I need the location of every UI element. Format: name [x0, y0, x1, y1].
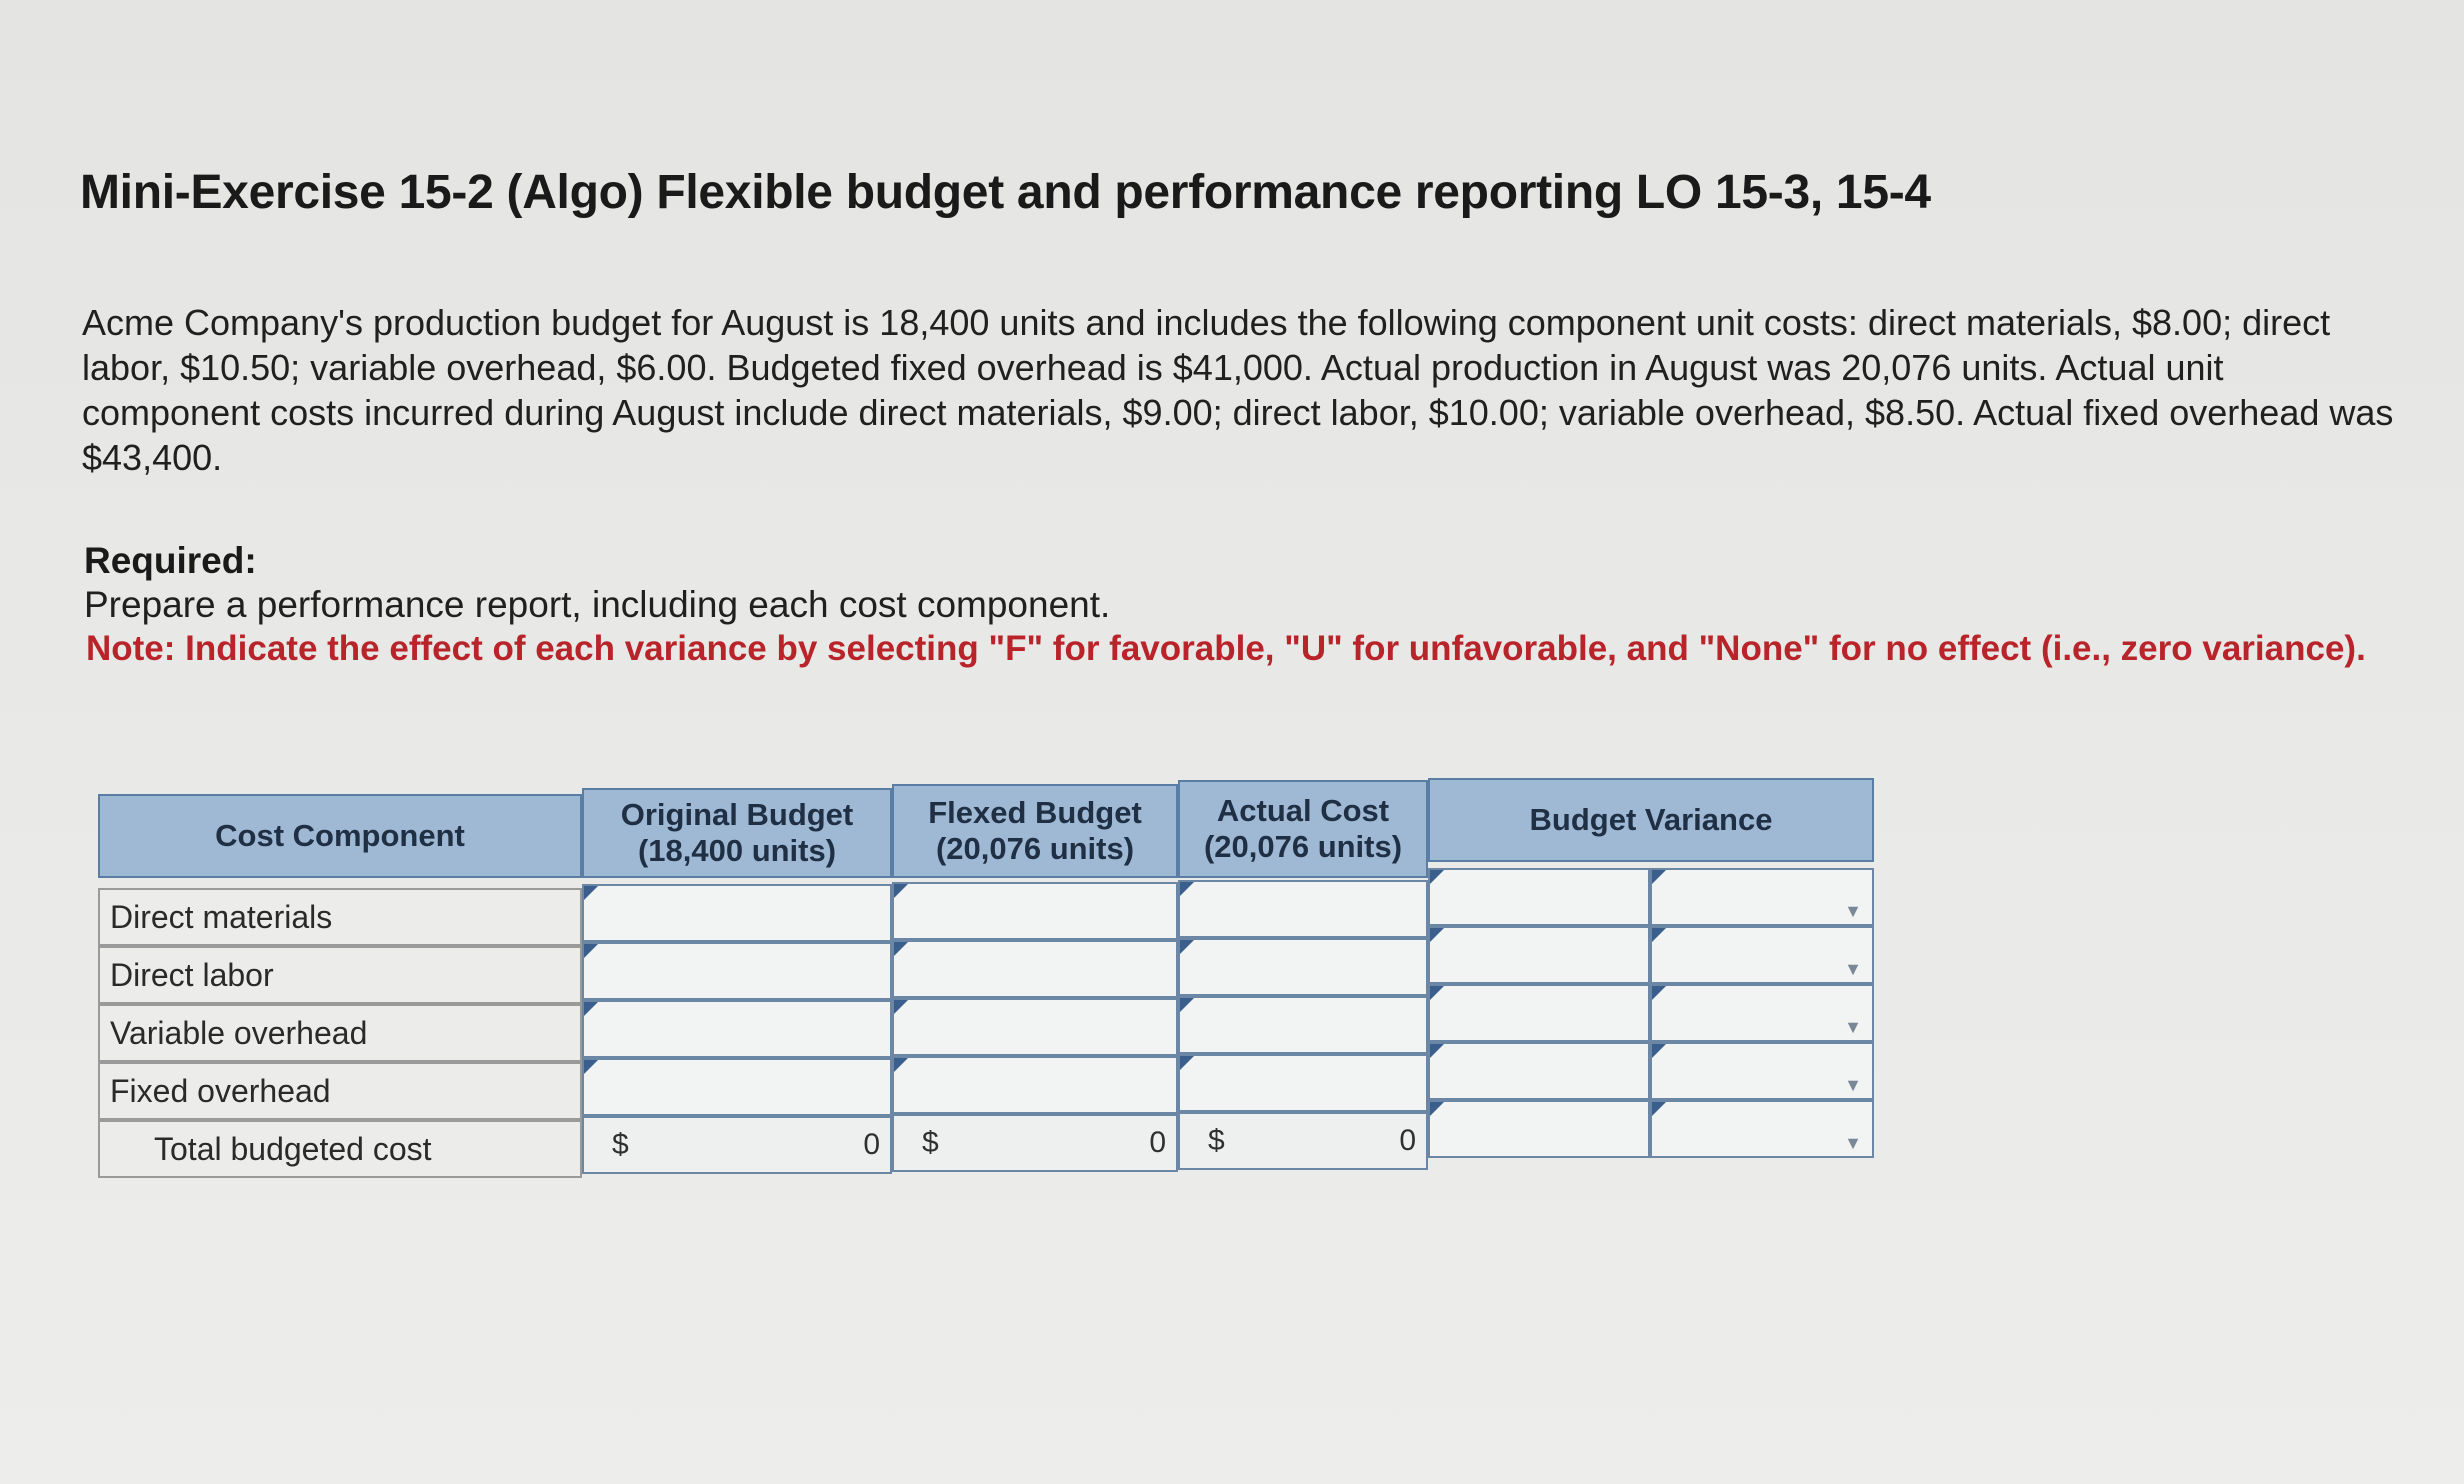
total-flexed-value: 0	[1149, 1126, 1166, 1159]
input-original-direct-labor[interactable]	[582, 942, 892, 1000]
total-actual-value: 0	[1399, 1124, 1416, 1157]
header-actual-line1: Actual Cost	[1216, 793, 1390, 828]
input-original-fixed-overhead[interactable]	[582, 1058, 892, 1116]
input-variance-direct-labor[interactable]	[1428, 926, 1650, 984]
select-effect-total[interactable]	[1650, 1100, 1874, 1158]
required-instruction: Prepare a performance report, including each cost component.	[84, 584, 1111, 625]
chevron-down-icon: ▼	[1844, 1017, 1862, 1037]
header-flexed-line1: Flexed Budget	[928, 795, 1142, 830]
input-flexed-direct-labor[interactable]	[892, 940, 1178, 998]
input-variance-variable-overhead[interactable]	[1428, 984, 1650, 1042]
header-original-line2: (18,400 units)	[637, 833, 837, 868]
input-original-direct-materials[interactable]	[582, 884, 892, 942]
input-original-variable-overhead[interactable]	[582, 1000, 892, 1058]
currency-symbol: $	[1208, 1124, 1225, 1157]
header-budget-variance	[1428, 778, 1874, 862]
select-effect-fixed-overhead[interactable]	[1650, 1042, 1874, 1100]
header-cost-component	[98, 794, 582, 878]
chevron-down-icon: ▼	[1844, 1075, 1862, 1095]
select-effect-direct-labor[interactable]	[1650, 926, 1874, 984]
problem-statement: Acme Company's production budget for August is 18,400 units and includes the following component unit costs: direct materials, $8.00; direct labor, $10.50; variable overhead, $6.00. Budgeted fixed overhead is $41,000. Actual production in August was 20,076 units. Actual unit component costs incurred during August include direct materials, $9.00; direct labor, $10.00; variable overhead, $8.50. Actual fixed overhead was $43,400.	[82, 302, 2394, 478]
page-title: Mini-Exercise 15-2 (Algo) Flexible budget and performance reporting LO 15-3, 15-4	[80, 166, 1931, 219]
header-actual-cost	[1178, 780, 1428, 878]
header-cost-component-label: Cost Component	[215, 818, 465, 853]
header-budget-variance-label: Budget Variance	[1529, 802, 1773, 837]
variance-note: Note: Indicate the effect of each variance by selecting "F" for favorable, "U" for unfavorable, and "None" for no effect (i.e., zero variance).	[86, 629, 2366, 668]
chevron-down-icon: ▼	[1844, 1133, 1862, 1153]
row-label-fixed-overhead: Fixed overhead	[98, 1062, 582, 1120]
header-actual-line2: (20,076 units)	[1203, 829, 1403, 864]
total-actual-cost	[1178, 1112, 1428, 1170]
currency-symbol: $	[922, 1126, 939, 1159]
chevron-down-icon: ▼	[1844, 959, 1862, 979]
input-flexed-fixed-overhead[interactable]	[892, 1056, 1178, 1114]
input-actual-fixed-overhead[interactable]	[1178, 1054, 1428, 1112]
chevron-down-icon: ▼	[1844, 901, 1862, 921]
select-effect-variable-overhead[interactable]	[1650, 984, 1874, 1042]
input-actual-variable-overhead[interactable]	[1178, 996, 1428, 1054]
total-original-budget	[582, 1116, 892, 1174]
required-label: Required:	[84, 540, 257, 581]
row-label-direct-materials: Direct materials	[98, 888, 582, 946]
row-label-total-budgeted-cost: Total budgeted cost	[98, 1120, 582, 1178]
header-original-line1: Original Budget	[620, 797, 854, 832]
row-label-direct-labor: Direct labor	[98, 946, 582, 1004]
input-variance-total[interactable]	[1428, 1100, 1650, 1158]
input-variance-fixed-overhead[interactable]	[1428, 1042, 1650, 1100]
header-flexed-budget	[892, 784, 1178, 878]
total-flexed-budget	[892, 1114, 1178, 1172]
input-actual-direct-materials[interactable]	[1178, 880, 1428, 938]
input-flexed-direct-materials[interactable]	[892, 882, 1178, 940]
input-variance-direct-materials[interactable]	[1428, 868, 1650, 926]
total-original-value: 0	[863, 1128, 880, 1161]
header-original-budget	[582, 788, 892, 878]
currency-symbol: $	[612, 1128, 629, 1161]
row-label-variable-overhead: Variable overhead	[98, 1004, 582, 1062]
select-effect-direct-materials[interactable]	[1650, 868, 1874, 926]
input-flexed-variable-overhead[interactable]	[892, 998, 1178, 1056]
header-flexed-line2: (20,076 units)	[935, 831, 1135, 866]
input-actual-direct-labor[interactable]	[1178, 938, 1428, 996]
